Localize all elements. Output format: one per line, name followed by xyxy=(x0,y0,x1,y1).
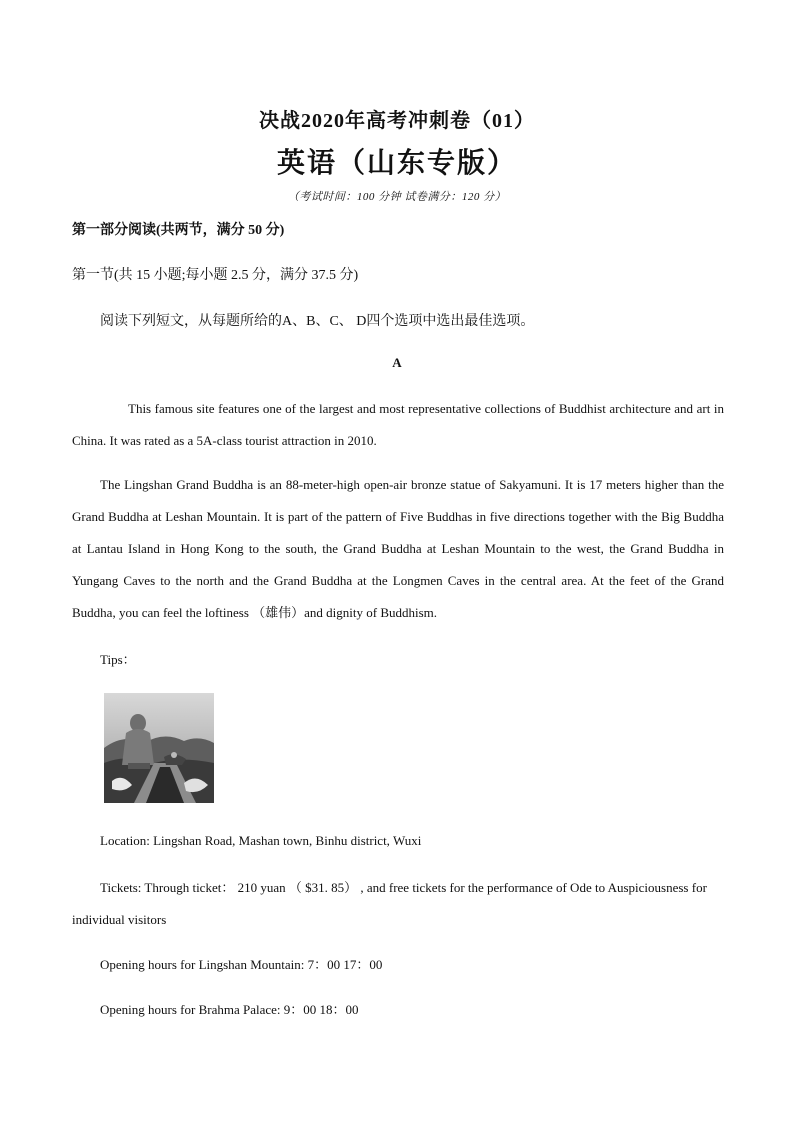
part-heading: 第一部分阅读(共两节，满分 50 分) xyxy=(72,223,285,238)
info-location: Location: Lingshan Road, Mashan town, Binhu district, Wuxi xyxy=(100,833,422,848)
info-hours-mountain: Opening hours for Lingshan Mountain: 7：00 17：00 xyxy=(100,957,383,972)
info-tickets: Tickets: Through ticket： 210 yuan （ $31. 85） , and free tickets for the performance of Ode to Auspiciousness for individual visitors xyxy=(72,880,707,927)
passage-paragraph: This famous site features one of the largest and most representative collections of Buddhist architecture and art in China. It was rated as a 5A-class tourist attraction in 2010. xyxy=(72,401,724,448)
exam-subject-title: 英语（山东专版） xyxy=(276,148,517,179)
section-heading: 第一节(共 15 小题;每小题 2.5 分，满分 37.5 分) xyxy=(72,268,359,283)
exam-info: （考试时间：100 分钟 试卷满分：120 分） xyxy=(287,191,507,203)
tips-label: Tips： xyxy=(100,652,136,667)
grand-buddha-photo xyxy=(104,693,214,803)
info-hours-palace: Opening hours for Brahma Palace: 9：00 18：00 xyxy=(100,1002,359,1017)
exam-title: 决战2020年高考冲刺卷（01） xyxy=(259,110,535,132)
passage-paragraph: The Lingshan Grand Buddha is an 88-meter-high open-air bronze statue of Sakyamuni. It is 17 meters higher than the Grand Buddha at Leshan Mountain. It is part of the pattern of Five Buddhas in five directions together with the Big Buddha at Lantau Island in Hong Kong to the south, the Grand Buddha at Leshan Mountain to the west, the Grand Buddha in Yungang Caves to the north and the Grand Buddha at the Longmen Caves in the central area. At the feet of the Grand Buddha, you can feel the loftiness （雄伟）and dignity of Buddhism. xyxy=(72,477,724,620)
instruction-text: 阅读下列短文，从每题所给的A、B、C、 D四个选项中选出最佳选项。 xyxy=(100,314,535,329)
passage-letter: A xyxy=(392,355,402,370)
